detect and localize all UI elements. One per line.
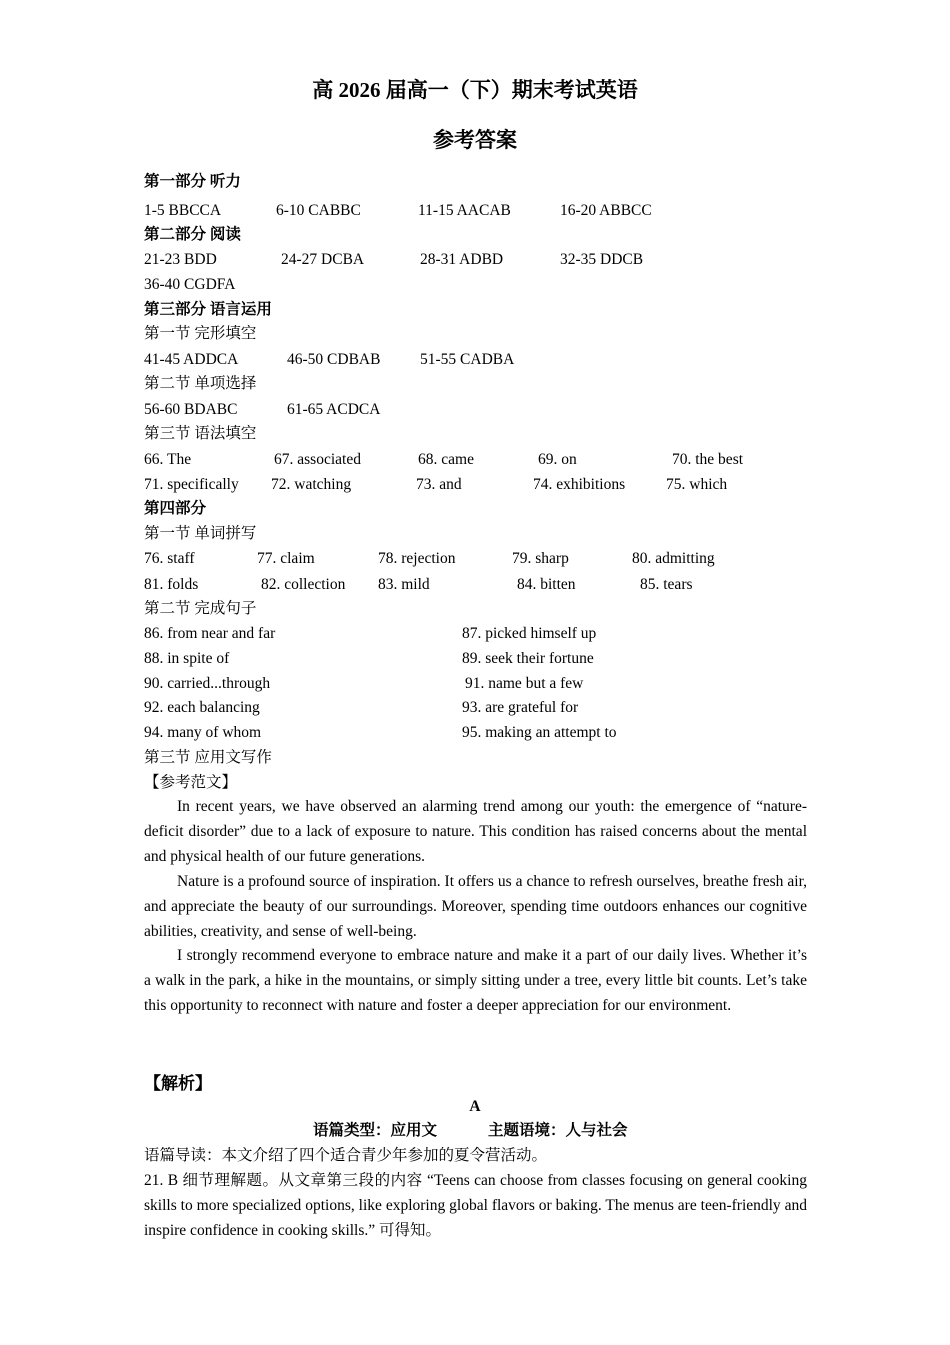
answer-item: 79. sharp <box>512 550 569 567</box>
page-subtitle: 参考答案 <box>433 128 517 152</box>
part4-heading: 第四部分 <box>144 500 207 517</box>
essay-paragraph: I strongly recommend everyone to embrace nature and make it a part of our daily lives. Whether it’s a walk in the park, a hike in the mountains, or simply sitting under a tree, every little bit counts. Let’s take this opportunity to reconnect with nature and foster a deeper appreciation for our environment. <box>144 947 807 1014</box>
answer-group: 36-40 CGDFA <box>144 276 236 293</box>
answer-item: 93. are grateful for <box>462 699 579 716</box>
essay-paragraph: In recent years, we have observed an alarming trend among our youth: the emergence of “nature-deficit disorder” due to a lack of exposure to nature. This condition has raised concerns about the mental and physical health of our future generations. <box>144 798 807 865</box>
section-heading: 第二节 单项选择 <box>144 375 257 392</box>
answer-item: 74. exhibitions <box>533 476 626 493</box>
answer-item: 87. picked himself up <box>462 625 597 642</box>
section-heading: 第二节 完成句子 <box>144 600 257 617</box>
part3-heading: 第三部分 语言运用 <box>144 301 272 318</box>
answer-item: 77. claim <box>257 550 315 567</box>
answer-group: 28-31 ADBD <box>420 251 504 268</box>
answer-item: 82. collection <box>261 576 346 593</box>
answer-item: 69. on <box>538 451 577 468</box>
answer-item: 95. making an attempt to <box>462 724 617 741</box>
answer-group: 61-65 ACDCA <box>287 401 381 418</box>
answer-item: 70. the best <box>672 451 744 468</box>
answer-group: 16-20 ABBCC <box>560 202 652 219</box>
answer-item: 90. carried...through <box>144 675 271 692</box>
passage-letter: A <box>469 1098 481 1115</box>
answer-group: 32-35 DDCB <box>560 251 644 268</box>
answer-group: 56-60 BDABC <box>144 401 238 418</box>
section-heading: 第一节 单词拼写 <box>144 525 257 542</box>
answer-item: 80. admitting <box>632 550 715 567</box>
answer-item: 72. watching <box>271 476 352 493</box>
answer-group: 11-15 AACAB <box>418 202 511 219</box>
answer-item: 89. seek their fortune <box>462 650 594 667</box>
section-heading: 第三节 语法填空 <box>144 425 257 442</box>
answer-group: 21-23 BDD <box>144 251 217 268</box>
answer-item: 76. staff <box>144 550 195 567</box>
answer-item: 71. specifically <box>144 476 239 493</box>
answer-item: 88. in spite of <box>144 650 230 667</box>
q21-explanation: 21. B 细节理解题。从文章第三段的内容 “Teens can choose from classes focusing on general cooking skills to more specialized options, like exploring global flavors or baking. The menus are teen-friendly and inspire confidence in cooking skills.” 可得知。 <box>144 1172 807 1239</box>
essay-label: 【参考范文】 <box>144 774 238 791</box>
answer-item: 83. mild <box>378 576 430 593</box>
answer-group: 41-45 ADDCA <box>144 351 239 368</box>
answer-group: 24-27 DCBA <box>281 251 365 268</box>
answer-item: 94. many of whom <box>144 724 262 741</box>
part1-heading: 第一部分 听力 <box>144 173 241 190</box>
answer-group: 51-55 CADBA <box>420 351 515 368</box>
answer-item: 84. bitten <box>517 576 576 593</box>
section-heading: 第一节 完形填空 <box>144 325 257 342</box>
answer-group: 1-5 BBCCA <box>144 202 222 219</box>
passage-guide: 语篇导读：本文介绍了四个适合青少年参加的夏令营活动。 <box>144 1147 548 1164</box>
answer-group: 46-50 CDBAB <box>287 351 381 368</box>
answer-item: 67. associated <box>274 451 361 468</box>
answer-item: 78. rejection <box>378 550 456 567</box>
answer-item: 68. came <box>418 451 474 468</box>
answer-item: 81. folds <box>144 576 199 593</box>
answer-item: 86. from near and far <box>144 625 276 642</box>
genre-label: 语篇类型：应用文 <box>313 1122 438 1139</box>
answer-item: 75. which <box>666 476 728 493</box>
page-title: 高 2026 届高一（下）期末考试英语 <box>312 78 638 102</box>
answer-item: 92. each balancing <box>144 699 260 716</box>
analysis-label: 【解析】 <box>144 1074 212 1093</box>
answer-item: 91. name but a few <box>465 675 584 692</box>
answer-group: 6-10 CABBC <box>276 202 361 219</box>
essay-paragraph: Nature is a profound source of inspiration. It offers us a chance to refresh ourselves, breathe fresh air, and appreciate the beauty of our surroundings. Moreover, spending time outdoors enhances our cognitive abilities, creativity, and sense of well-being. <box>144 873 807 940</box>
answer-item: 73. and <box>416 476 462 493</box>
part2-heading: 第二部分 阅读 <box>144 226 241 243</box>
theme-label: 主题语境：人与社会 <box>488 1122 628 1139</box>
section-heading: 第三节 应用文写作 <box>144 749 272 766</box>
answer-item: 85. tears <box>640 576 693 593</box>
answer-item: 66. The <box>144 451 192 468</box>
